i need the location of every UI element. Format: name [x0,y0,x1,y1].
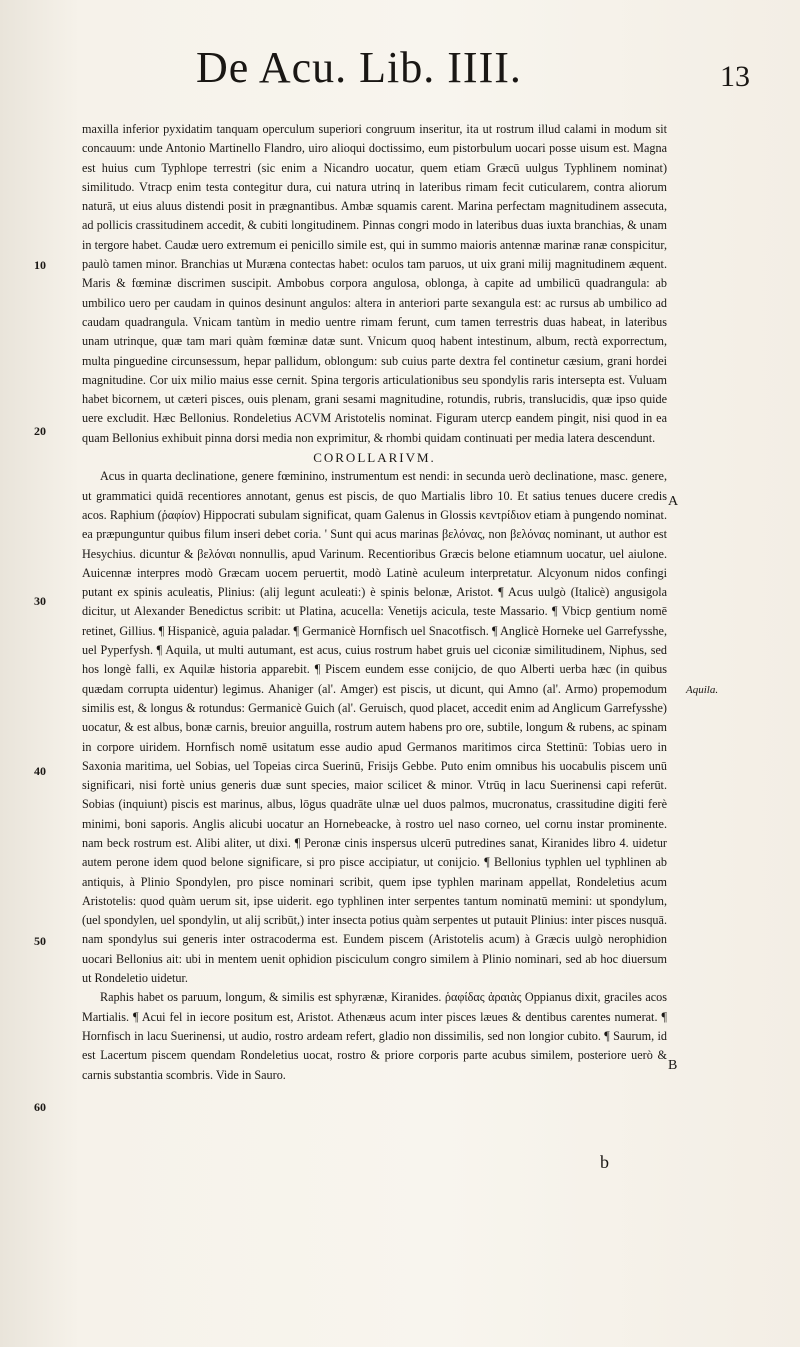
margin-letter: B [668,1058,678,1073]
line-number: 10 [34,258,46,272]
line-number: 40 [34,764,46,778]
body-paragraph: maxilla inferior pyxidatim tanquam operculum superiori congruum inseritur, ita ut rostrum illud calami in modum sit concauum: unde Antonio Martinello Flandro, uiro alioqui doctissimo, eum pistorbulum uocari posse uisum est. Magna est huius cum Typhlope terrestri (sic enim a Nicandro uocatur, quem etiam Græcū uulgus Typhlinem nominat) similitudo. Vtracp enim testa contegitur dura, cui natura utrinq in lateribus rimam fecit cuticularem, contra aliorum naturā, ut eius aluus distendi posit in prægnantibus. Ambæ squamis carent. Marina perfectam magnitudinem assecuta, ad pollicis crassitudinem accedit, & cubiti longitudinem. Pinnas congri modo in lateribus duas iuxta branchias, & unam in tergore habet. Caudæ uero extremum ei penicillo simile est, qui in summo maioris antennæ marinæ ranæ conspicitur, paulò tamen minor. Branchias ut Muræna contectas habet: oculos tam paruos, ut uix grani milij magnitudinem æquent. Maris & fœminæ discrimen suscipit. Ambobus corpora angulosa, oblonga, à capite ad umbilicū quadrangula: ab umbilico uero per caudam in quinos desinunt angulos: altera in anteriori parte sexangula est: ac rursus ab umbilico ad caudam quadrangula. Vnicam tantùm in medio uentre rimam ferunt, cum tamen terrestris duas habeat, in lateribus unam utrinque, quæ tam mari quàm fœminæ datæ sunt. Vnicum quoq habent intestinum, album, rectà exporrectum, multa pinguedine circunsessum, hepar pallidum, oblongum: sub cuius parte dextra fel continetur cæsium, grani hordei magnitudine. Cor uix milio maius esse cernit. Spina tergoris articulationibus seu spondylis raris intersepta est. Vuluam habet bicornem, ut cæteri pisces, ouis plenam, grani sesami magnitudine, rotundis, rubris, translucidis, quæ ipso quide uere excludit. Hæc Bellonius. Rondeletius ACVM Aristotelis nominat. Figuram utercp eandem pingit, nisi quod in ea quam Bellonius exhibuit pinna dorsi media non exprimitur, & rhombi quidam continuati per media latera descendunt. [82,122,667,445]
section-heading: COROLLARIVM. [313,450,436,466]
folio-number: 13 [720,60,750,93]
running-head: De Acu. Lib. IIII. [196,43,522,92]
line-number: 20 [34,424,46,438]
line-number: 50 [34,934,46,948]
body-paragraph: Acus in quarta declinatione, genere fœminino, instrumentum est nendi: in secunda uerò declinatione, masc. genere, ut grammatici quidā recentiores annotant, genus est piscis, de quo Martialis libro 10. Et satius tenues ducere credis acos. Raphium (ῥαφίον) Hippocrati subulam significat, quam Galenus in Glossis κεντρίδιον etiam à pungendo nominat. ea præpunguntur quibus filum inseri debet coria. ' Sunt qui acus marinas βελόνας, non βελόνας nominant, ut author est Hesychius. dicuntur & βελόναι nonnullis, apud Varinum. Recentioribus Græcis belone etiamnum uocatur, uel aiulone. Auicennæ interpres modò Græcam uocem peruertit, modò Latinè aculeum interpretatur. Alcyonum nidos confingi putant ex spinis aculeatis, Plinius: (alij legunt aculeati:) è spinis belonæ, Aristot. ¶ Acus uulgò (Italicè) angusigola dicitur, ut Alexander Benedictus scribit: ut Platina, acucella: Venetijs acicula, teste Massario. ¶ Vbicp gentium nomē retinet, Gillius. ¶ Hispanicè, aguia paladar. ¶ Germanicè Hornfisch uel Snacotfisch. ¶ Anglicè Horneke uel Garrefysshe, uel Pyperfysh. ¶ Aquila, ut multi autumant, est acus, cuius rostrum habet gruis uel ciconiæ similitudinem, Niphus, sed hos longè falli, ex Aquilæ historia apparebit. ¶ Piscem eundem esse conijcio, de quo Alberti uerba hæc (in quibus quædam corrupta uidentur) legimus. Ahaniger (al'. Amger) est piscis, ut dicunt, qui Amno (al'. Armo) propemodum similis est, & longus & rotundus: Germanicè Guich (al'. Geruisch, quod placet, accedit enim ad Anglicum Garrefysshe) uocatur, & est albus, bonæ carnis, breuior anguilla, rostrum autem habens pro ore, subtile, longum & rubens, ac spinam in corpore uiridem. Hornfisch nomē usitatum esse audio apud Germanos maritimos circa Stettinū: Tobias uero in Saxonia maritima, uel Sobias, uel Topeias circa Suerinū, Frisijs Gebbe. Puto enim omnibus his uocabulis piscem unū significari, nisi fortè unius generis duæ sunt species, maior scilicet & minor. Vtrūq in lacu Suerinensi capi referūt. Sobias (inquiunt) piscis est marinus, albus, lōgus quadrāte ulnæ uel duos palmos, mucronatus, crassitudine digiti ferè minimi, boni saporis. Anglis alicubi uocatur an Hornebeacke, à rostro uel naso corneo, uel cornu instar prominente. nam beck rostrum est. Alibi aliter, ut dixi. ¶ Peronæ cinis inspersus ulcerū putredines sanat, Kiranides libro 4. uidetur autem perone idem quod belone significare, si pro pisce accipiatur, ut conijcio. ¶ Bellonius typhlen uel typhlinen ab antiquis, à Plinio Spondylen, pro pisce nominari scribit, quem ipse typhlen marinam appellat, Rondeletius acum Aristotelis: quod quàm uerum sit, ipse uiderit. ego typhlinen inter serpentes tantum nominatū memini: ut spondylum, (uel spondylen, uel spondylin, ut alij scribūt,) inter insecta potius quàm serpentes ut putauit Plinius: inter pisces nusquā. nam spondylus sui generis inter ostracoderma est. Eundem piscem (Aristotelis acum) à Græcis uulgò nerophidion uocari Bellonius ait: ubi in mentem uenit ophidion pisciculum congro similem à Plinio nominari, sed ab hoc diuersum ut Rondeletio uidetur. [82,469,667,986]
text-block [82,120,667,1085]
margin-note: Aquila. [686,684,719,696]
signature-mark: b [600,1152,609,1172]
body-paragraph: Raphis habet os paruum, longum, & similis est sphyrænæ, Kiranides. ῥαφίδας ἀραιὰς Oppianus dixit, graciles acos Martialis. ¶ Acui fel in iecore positum est, Aristot. Athenæus acum inter pisces læues & dentibus carentes numerat. ¶ Hornfisch in lacu Suerinensi, ut audio, rostro ardeam refert, gladio non dissimilis, sed non longior cubito. ¶ Saurum, id est Lacertum piscem quendam Rondeletius uocat, rostro & priore corporis parte acubus similem, posteriore uerò & carnis substantia scombris. Vide in Sauro. [82,990,667,1082]
line-number: 60 [34,1100,46,1114]
margin-letter: A [668,494,679,509]
line-number: 30 [34,594,46,608]
